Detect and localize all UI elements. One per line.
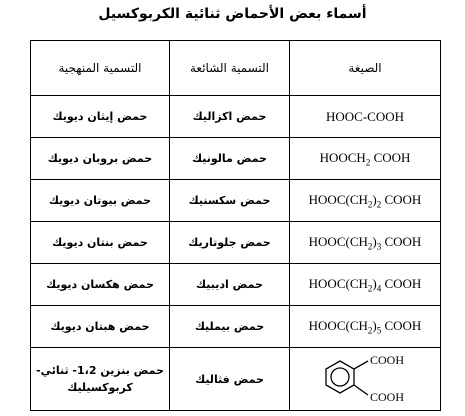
formula-subscript-count: 5: [376, 325, 382, 336]
formula-text: HOOCH: [319, 149, 366, 165]
table-row: [31, 264, 441, 306]
formula-text-tail: COOH: [381, 233, 422, 249]
formula-text-mid: ): [372, 191, 377, 207]
systematic-name-cell: حمض إيثان ديويك: [31, 96, 170, 138]
dicarboxylic-acids-table: [30, 40, 441, 411]
common-name-cell: حمض فثاليك: [170, 348, 290, 411]
formula-subscript: 2: [367, 199, 373, 210]
table-header-row: [31, 41, 441, 96]
phthalic-acid-structure: [310, 351, 420, 407]
table-row: [31, 138, 441, 180]
table-row: [31, 222, 441, 264]
formula-subscript: 2: [367, 325, 373, 336]
table-row: [31, 306, 441, 348]
systematic-name-cell: حمض بنتان ديويك: [31, 222, 170, 264]
formula-text: HOOC(CH: [308, 233, 368, 249]
systematic-name-cell: حمض هكسان ديويك: [31, 264, 170, 306]
common-name-cell: حمض مالونيك: [170, 138, 290, 180]
header-formula: الصيغة: [290, 41, 441, 96]
common-name-cell: حمض سكسنيك: [170, 180, 290, 222]
formula-text-tail: COOH: [381, 317, 422, 333]
page-title: أسماء بعض الأحماض ثنائية الكربوكسيل: [98, 6, 367, 22]
formula-cell: [290, 96, 441, 138]
formula-cell: [290, 222, 441, 264]
formula-text: HOOC-COOH: [326, 108, 404, 124]
formula-text-mid: ): [372, 233, 377, 249]
carboxyl-group-upper: COOH: [370, 353, 405, 367]
systematic-name-cell: حمض بيوتان ديويك: [31, 180, 170, 222]
formula-text-tail: COOH: [381, 275, 422, 291]
systematic-name-line-2: كربوكسيليك: [67, 381, 133, 394]
formula-cell: [290, 264, 441, 306]
formula-text: HOOC(CH: [308, 191, 368, 207]
common-name-cell: حمض بيمليك: [170, 306, 290, 348]
table-row: [31, 180, 441, 222]
header-common-name: التسمية الشائعة: [170, 41, 290, 96]
common-name-cell: حمض اكزاليك: [170, 96, 290, 138]
systematic-name-cell: حمض هبتان ديويك: [31, 306, 170, 348]
formula-text: HOOC(CH: [308, 275, 368, 291]
formula-text-tail: COOH: [370, 149, 411, 165]
formula-text-mid: ): [372, 317, 377, 333]
formula-subscript: 2: [365, 157, 371, 168]
formula-text-tail: COOH: [381, 191, 422, 207]
bond-upper: [354, 361, 368, 369]
formula-subscript: 2: [367, 241, 373, 252]
systematic-name-line-1: حمض بنزين 1،2- ثنائي-: [36, 364, 164, 377]
common-name-cell: حمض جلوتاريك: [170, 222, 290, 264]
systematic-name-cell: [31, 348, 170, 411]
formula-cell: [290, 306, 441, 348]
table-row: [31, 348, 441, 411]
formula-subscript-count: 3: [376, 241, 382, 252]
formula-text-mid: ): [372, 275, 377, 291]
formula-cell: [290, 138, 441, 180]
formula-cell: [290, 180, 441, 222]
header-systematic-name: التسمية المنهجية: [31, 41, 170, 96]
bond-lower: [354, 385, 368, 395]
benzene-ring: [326, 361, 354, 393]
formula-subscript: 2: [367, 283, 373, 294]
systematic-name-cell: حمض بروبان ديويك: [31, 138, 170, 180]
table-row: [31, 96, 441, 138]
formula-cell: [290, 348, 441, 411]
formula-subscript-count: 4: [376, 283, 382, 294]
formula-subscript-count: 2: [376, 199, 382, 210]
formula-text: HOOC(CH: [308, 317, 368, 333]
common-name-cell: حمض اديبيك: [170, 264, 290, 306]
carboxyl-group-lower: COOH: [370, 390, 405, 404]
aromatic-circle: [331, 368, 349, 386]
